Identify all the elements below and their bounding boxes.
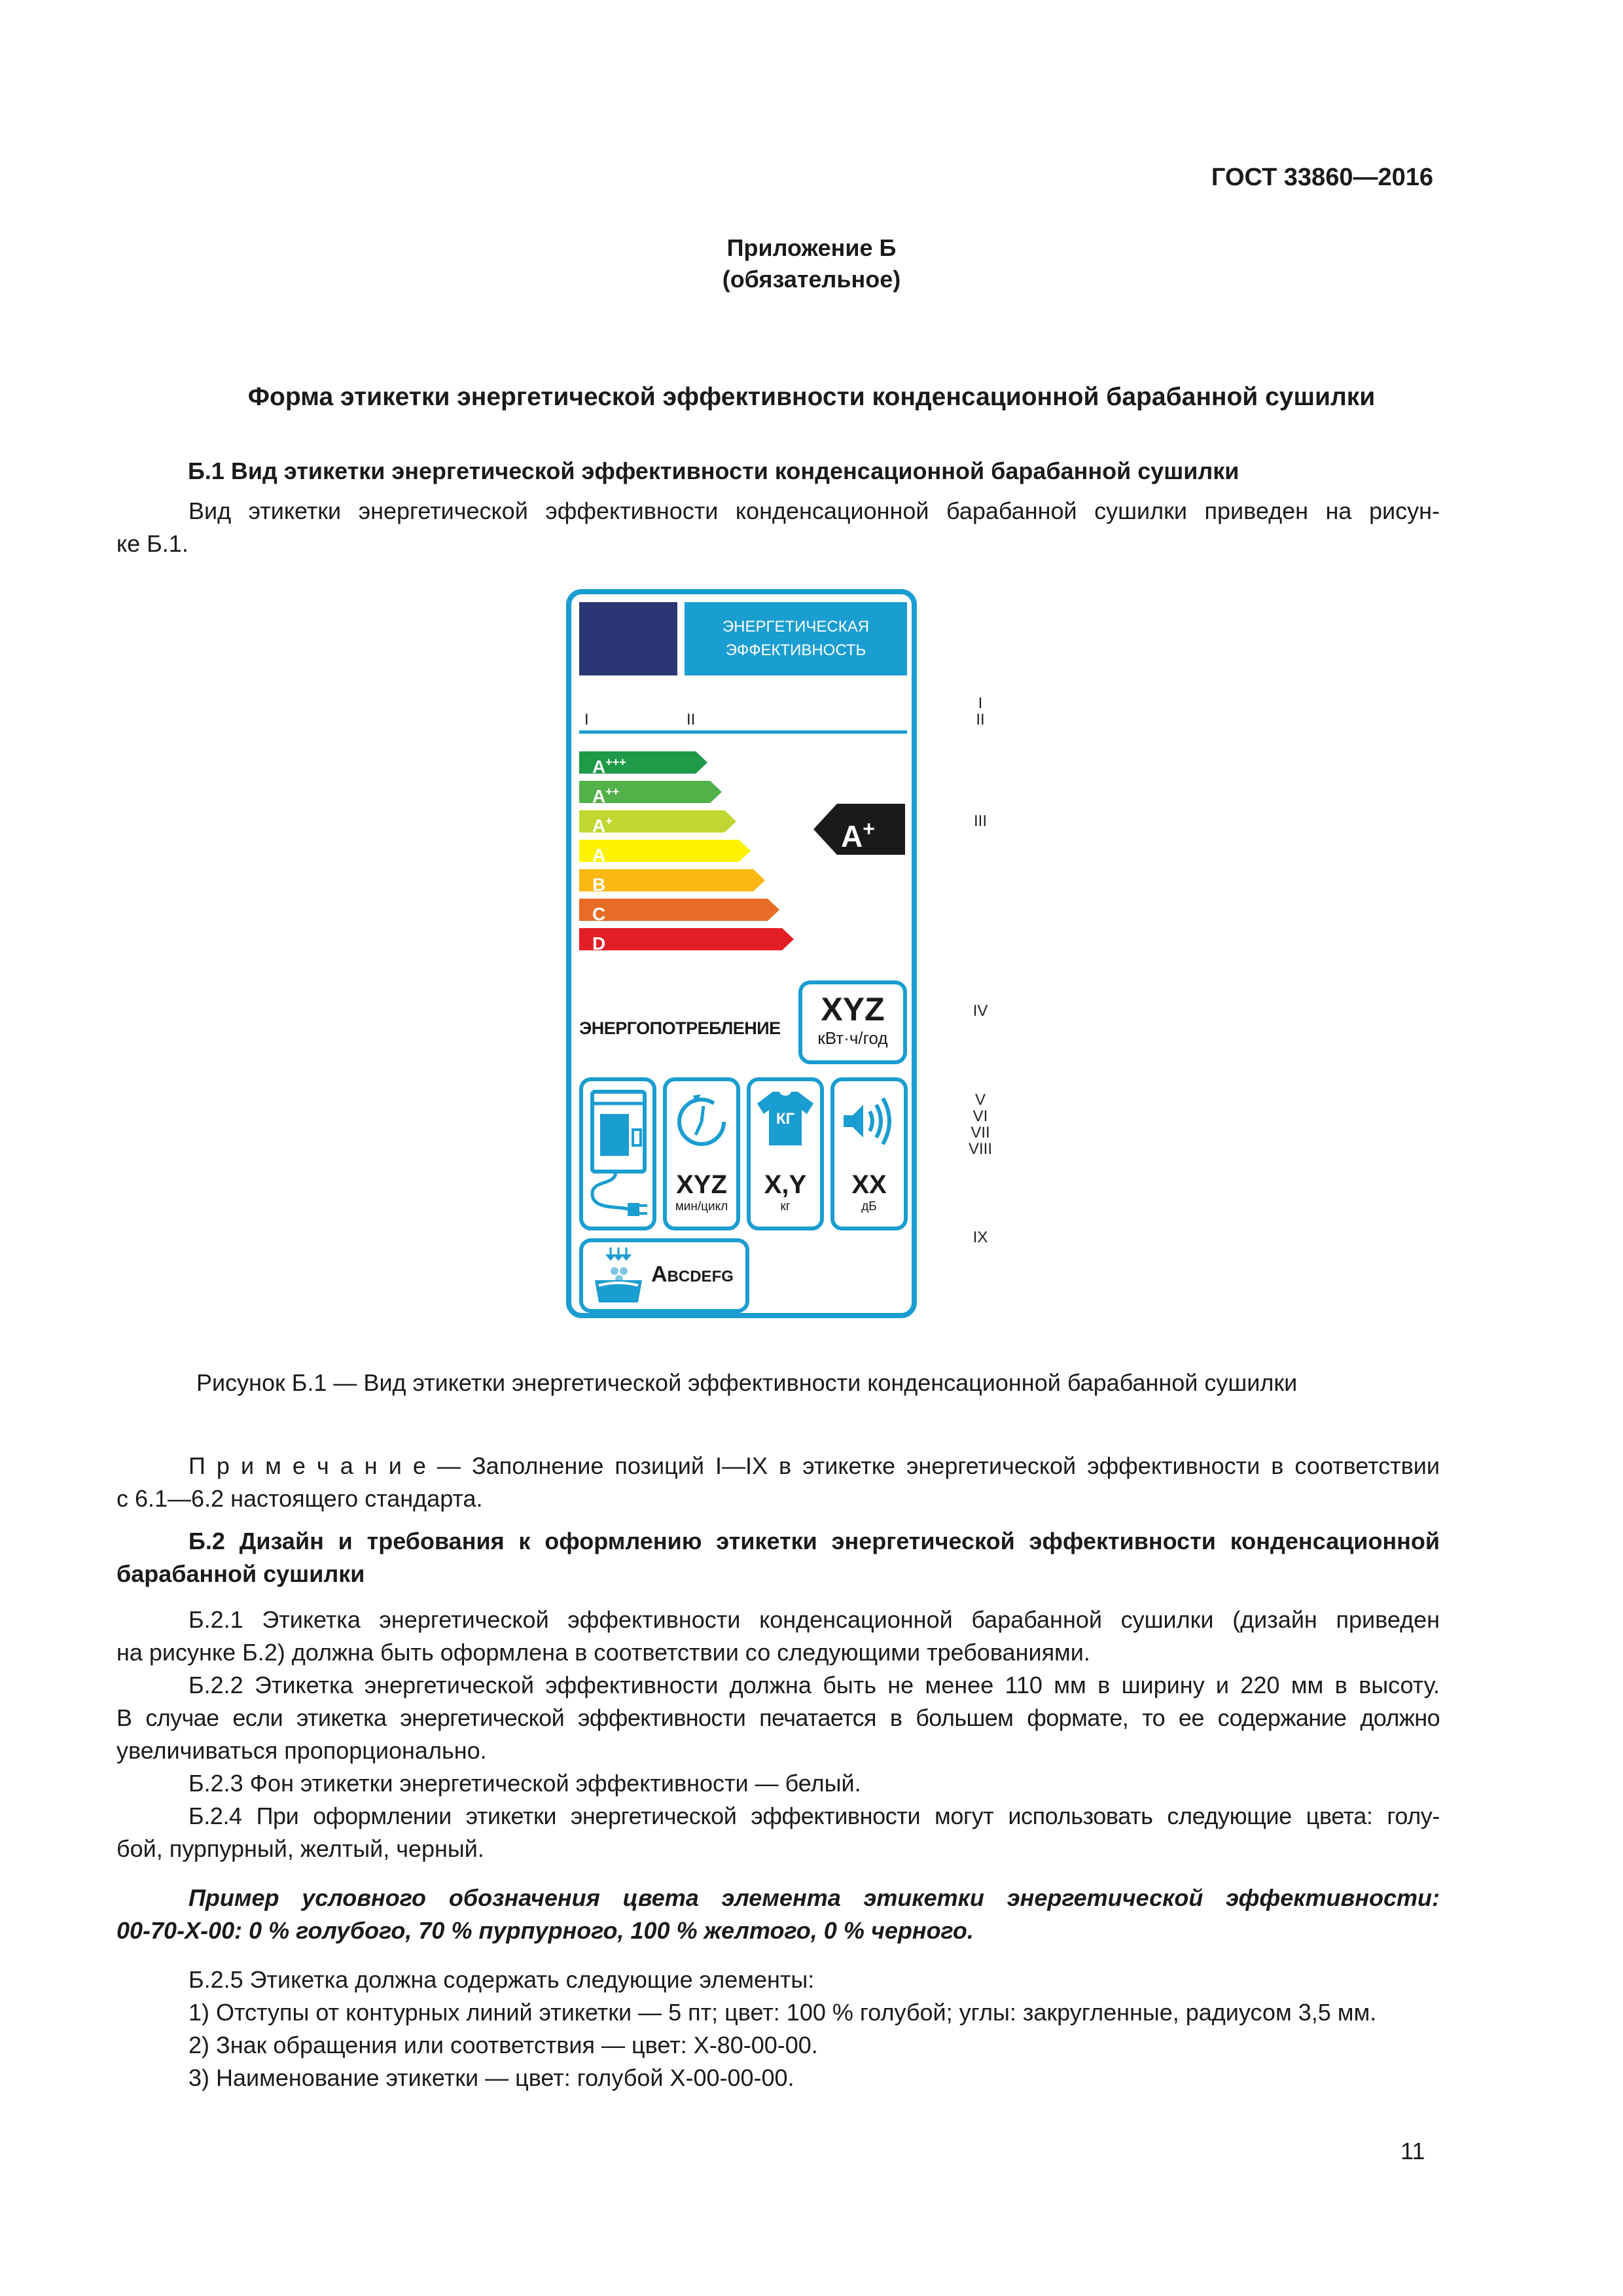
page-number: 11 (1400, 2138, 1425, 2164)
label-divider (579, 730, 907, 734)
consumption-box (798, 980, 907, 1064)
rating-arrow (813, 804, 905, 855)
note-label: П р и м е ч а н и е (188, 1452, 426, 1479)
marker-v: V (974, 1091, 986, 1109)
b23-text: Б.2.3 Фон этикетки энергетической эффективности — белый. (188, 1770, 861, 1797)
b22-line2: В случае если этикетка энергетической эффективности печатается в большем формате, то ее содержание должно (116, 1704, 1440, 1731)
capacity-box (747, 1077, 824, 1230)
b22-line3: увеличиваться пропорционально. (116, 1737, 487, 1764)
b24-line1: Б.2.4 При оформлении этикетки энергетической эффективности могут использовать следующие цвета: голу- (188, 1803, 1440, 1829)
b22-line1: Б.2.2 Этикетка энергетической эффективности должна быть не менее 110 мм в ширину и 220 мм в высоту. (188, 1672, 1440, 1698)
tshirt-icon (751, 1081, 820, 1153)
label-pos-i: I (584, 711, 589, 728)
time-unit: мин/цикл (675, 1200, 728, 1213)
note-line2: с 6.1—6.2 настоящего стандарта. (116, 1485, 483, 1512)
condensation-class-scale: ABCDEFG (651, 1262, 734, 1287)
example-line1: Пример условного обозначения цвета элемента этикетки энергетической эффективности: (188, 1884, 1440, 1911)
energy-class-label: B (592, 874, 606, 895)
consumption-label: ЭНЕРГОПОТРЕБЛЕНИЕ (579, 1018, 781, 1038)
b25-item-3: 3) Наименование этикетки — цвет: голубой X-00-00-00. (188, 2064, 794, 2091)
figure-caption: Рисунок Б.1 — Вид этикетки энергетической эффективности конденсационной барабанной сушилки (196, 1369, 1298, 1396)
energy-class-bar (579, 840, 751, 866)
b2-heading-line1: Б.2 Дизайн и требования к оформлению этикетки энергетической эффективности конденсационной (188, 1528, 1440, 1554)
energy-class-bar (579, 869, 765, 895)
marker-ix: IX (972, 1229, 988, 1246)
b25-item-2: 2) Знак обращения или соответствия — цвет: X-80-00-00. (188, 2032, 818, 2058)
energy-class-bar (579, 928, 794, 954)
energy-class-arrow (579, 928, 794, 950)
label-title-line1: ЭНЕРГЕТИЧЕСКАЯ (722, 618, 870, 636)
condenser-dryer-icon (583, 1081, 652, 1227)
capacity-badge: КГ (776, 1110, 795, 1128)
label-title (685, 602, 907, 675)
energy-class-bar (579, 751, 707, 778)
label-title-line2: ЭФФЕКТИВНОСТЬ (725, 641, 866, 659)
clock-cycle-icon (667, 1081, 736, 1153)
compliance-mark-block (579, 602, 677, 675)
energy-class-arrow (579, 869, 765, 891)
noise-box (830, 1077, 908, 1230)
energy-class-label: D (592, 933, 606, 954)
b21-line2: на рисунке Б.2) должна быть оформлена в соответствии со следующими требованиями. (116, 1639, 1090, 1666)
condenser-dryer-box (579, 1077, 656, 1230)
capacity-unit: кг (780, 1200, 791, 1213)
b1-text-line2: ке Б.1. (116, 530, 188, 557)
marker-iii: III (973, 812, 987, 830)
cycle-time-box (663, 1077, 740, 1230)
section-title: Форма этикетки энергетической эффективности конденсационной барабанной сушилки (247, 383, 1376, 411)
marker-vii: VII (971, 1124, 990, 1141)
note-line1: П р и м е ч а н и е — Заполнение позиций I—IX в этикетке энергетической эффективности в соответствии (188, 1452, 1440, 1479)
noise-unit: дБ (861, 1200, 877, 1213)
appendix-title: Приложение Б (726, 234, 897, 261)
energy-class-bar (579, 810, 736, 836)
consumption-unit: кВт·ч/год (817, 1028, 888, 1048)
example-line2: 00-70-X-00: 0 % голубого, 70 % пурпурного, 100 % желтого, 0 % черного. (116, 1917, 974, 1944)
energy-class-label: C (592, 904, 606, 925)
condensation-icon (586, 1242, 651, 1309)
noise-value: XX (851, 1170, 887, 1199)
capacity-value: X,Y (764, 1170, 807, 1199)
speaker-icon (834, 1081, 904, 1153)
b24-line2: бой, пурпурный, желтый, черный. (116, 1835, 484, 1862)
consumption-value: XYZ (821, 991, 885, 1028)
b25-text: Б.2.5 Этикетка должна содержать следующие элементы: (188, 1966, 815, 1993)
marker-ii: II (976, 711, 985, 728)
b25-item-1: 1) Отступы от контурных линий этикетки — 5 пт; цвет: 100 % голубой; углы: закругленные, радиусом 3,5 мм. (188, 1999, 1377, 2026)
rating-value: A+ (841, 817, 875, 853)
marker-iv: IV (972, 1002, 988, 1020)
b21-line1: Б.2.1 Этикетка энергетической эффективности конденсационной барабанной сушилки (дизайн приведен (188, 1606, 1440, 1633)
condensation-efficiency-box (579, 1238, 749, 1313)
energy-label (566, 589, 917, 1318)
energy-class-label: A++ (592, 785, 620, 807)
time-value: XYZ (676, 1170, 727, 1199)
b1-text-line1: Вид этикетки энергетической эффективности конденсационной барабанной сушилки приведен на рисун- (188, 497, 1440, 524)
marker-i: I (978, 694, 983, 712)
appendix-status: (обязательное) (722, 266, 901, 293)
energy-class-label: A+++ (592, 756, 626, 778)
energy-class-label: A+ (592, 815, 613, 836)
energy-class-label: A (592, 845, 606, 866)
energy-class-arrow (579, 899, 779, 921)
b2-heading-line2: барабанной сушилки (116, 1560, 365, 1587)
appendix-heading (0, 232, 1623, 295)
label-pos-ii: II (687, 711, 696, 728)
marker-vi: VI (972, 1107, 988, 1125)
b1-heading: Б.1 Вид этикетки энергетической эффективности конденсационной барабанной сушилки (188, 457, 1240, 484)
standard-number: ГОСТ 33860—2016 (1211, 164, 1433, 191)
energy-class-bar (579, 899, 779, 925)
marker-viii: VIII (968, 1140, 992, 1158)
energy-class-bar (579, 781, 722, 807)
